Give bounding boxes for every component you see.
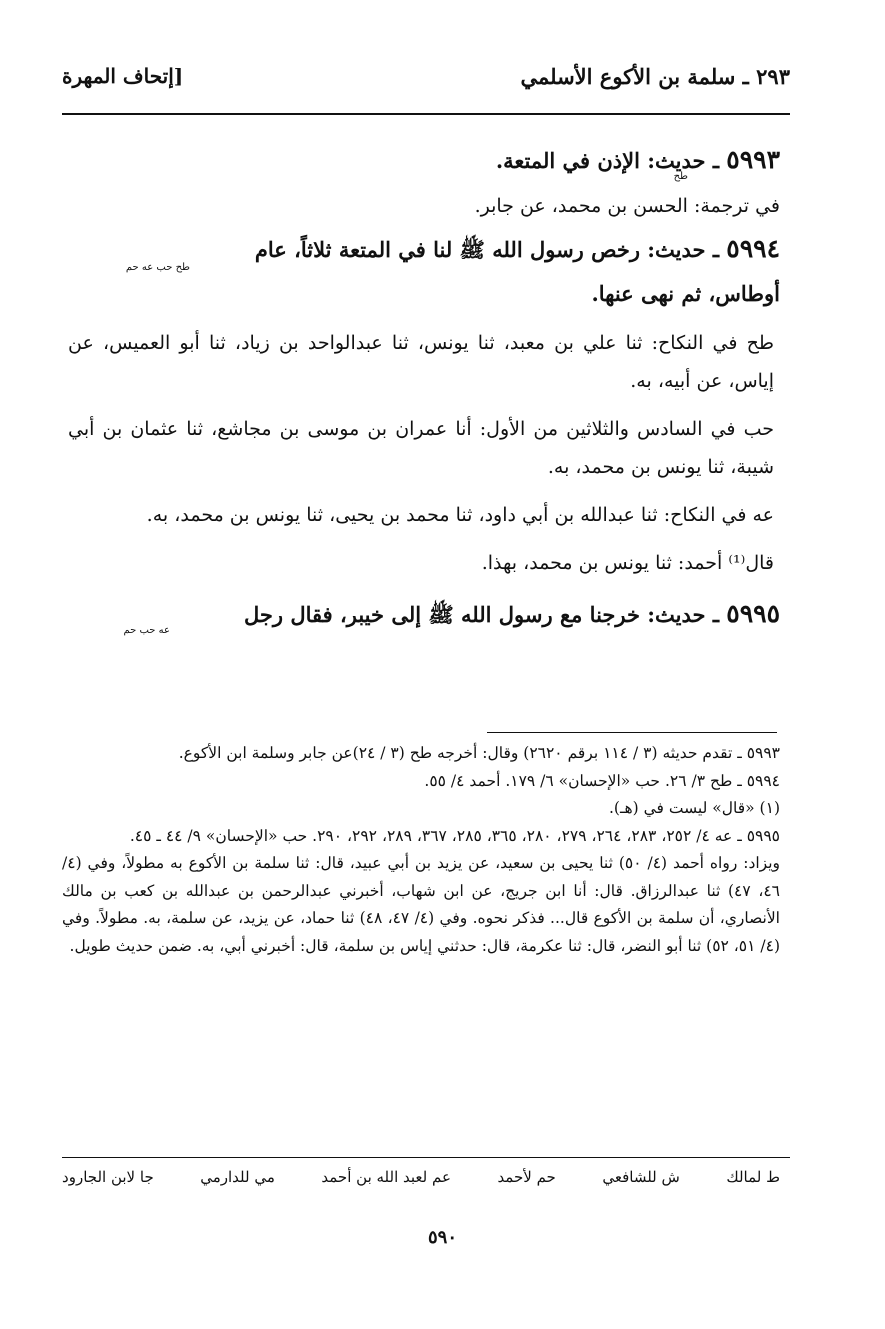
footnote: ٥٩٩٤ ـ طح ٣/ ٢٦. حب «الإحسان» ٦/ ١٧٩. أحمد ٤/ ٥٥. [424, 771, 780, 790]
main-text [68, 140, 780, 637]
sigla-key-item: حم لأحمد [497, 1168, 556, 1186]
footnote: ويزاد: رواه أحمد (٤/ ٥٠) ثنا يحيى بن سعيد، عن يزيد بن أبي عبيد، قال: ثنا سلمة بن الأكوع به مطولاً، وفي (٤/ ٤٦، ٤٧) ثنا عبدالرزاق. قال: أنا ابن جريج، عن ابن شهاب، أخبرني عبدالرحمن بن عبدالله بن كعب بن مالك الأنصاري، أن سلمة بن الأكوع قال... فذكر نحوه. وفي (٤/ ٤٧، ٤٨) ثنا حماد، عن يزيد، عن سلمة، به. مطولاً. وفي (٤/ ٥١، ٥٢) ثنا أبو النضر، قال: ثنا عكرمة، قال: حدثني إياس بن سلمة، قال: أخبرني أبي، به. ضمن حديث طويل. [62, 854, 780, 955]
hadith-text: ـ حديث: خرجنا مع رسول الله ﷺ إلى خيبر، فقال رجل [244, 602, 727, 627]
isnad-chain: حب في السادس والثلاثين من الأول: أنا عمران بن موسى بن مجاشع، ثنا عثمان بن أبي شيبة، ثنا يونس بن محمد، به. [68, 418, 774, 478]
sigla-key-item: مي للدارمي [200, 1168, 275, 1186]
hadith-text-continued: أوطاس، ثم نهى عنها. [591, 281, 780, 306]
footnote-rule [487, 732, 777, 733]
sigla-key-item: ط لمالك [726, 1168, 780, 1186]
sigla-rule [62, 1157, 790, 1158]
isnad-chain: قال⁽¹⁾ أحمد: ثنا يونس بن محمد، بهذا. [481, 552, 774, 574]
hadith-text: ـ حديث: رخص رسول الله ﷺ لنا في المتعة ثلاثاً، عام [254, 237, 727, 262]
running-header [62, 58, 790, 108]
hadith-text: ـ حديث: الإذن في المتعة. [495, 148, 727, 173]
sigla-key [62, 1168, 780, 1186]
isnad-chain: عه في النكاح: ثنا عبدالله بن أبي داود، ثنا محمد بن يحيى، ثنا يونس بن محمد، به. [146, 504, 774, 526]
sigla-key-item: جا لابن الجارود [62, 1168, 154, 1186]
header-rule [62, 113, 790, 115]
book-title: [إتحاف المهرة [62, 64, 184, 88]
footnote: ٥٩٩٣ ـ تقدم حديثه (٣ / ١١٤ برقم ٢٦٢٠) وقال: أخرجه طح (٣ / ٢٤)عن جابر وسلمة ابن الأكوع. [178, 744, 780, 762]
sigla-marker: عه حب حم [123, 625, 170, 636]
hadith-number: ٥٩٩٥ [726, 599, 780, 628]
sigla-key-item: عم لعبد الله بن أحمد [321, 1168, 451, 1186]
chapter-title: ٢٩٣ ـ سلمة بن الأكوع الأسلمي [520, 64, 790, 89]
footnote: ٥٩٩٥ ـ عه ٤/ ٢٥٢، ٢٨٣، ٢٦٤، ٢٧٩، ٢٨٠، ٣٦٥، ٢٨٥، ٣٦٧، ٢٨٩، ٢٩٢، ٢٩٠. حب «الإحسان» ٩/ ٤٤ ـ ٤٥. [129, 826, 780, 845]
isnad-chain: طح في النكاح: ثنا علي بن معبد، ثنا يونس، ثنا عبدالواحد بن زياد، ثنا أبو العميس، عن إياس، عن أبيه، به. [68, 332, 774, 392]
footnotes [62, 740, 780, 960]
footnote: (١) «قال» ليست في (هـ). [608, 799, 780, 817]
hadith-number: ٥٩٩٣ [726, 145, 780, 174]
sigla-marker: طح حب عه حم [125, 262, 190, 273]
hadith-detail: في ترجمة: الحسن بن محمد، عن جابر. [474, 195, 780, 217]
page-number: ٥٩٠ [427, 1227, 457, 1248]
sigla-marker: طح [673, 171, 688, 182]
hadith-number: ٥٩٩٤ [726, 234, 780, 263]
sigla-key-item: ش للشافعي [602, 1168, 680, 1186]
